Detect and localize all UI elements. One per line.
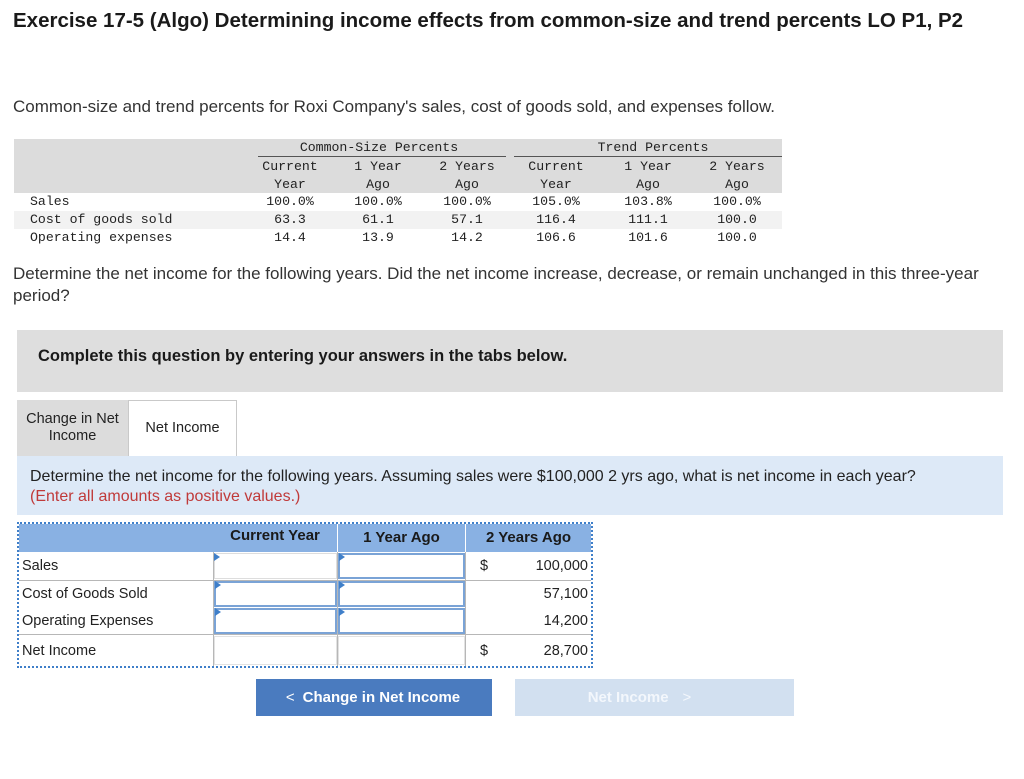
opex-1-year-ago-input[interactable]	[338, 608, 465, 634]
col-header: Ago	[366, 177, 390, 192]
table-cell: 100.0	[717, 230, 757, 245]
col-header: 1 Year	[624, 159, 672, 174]
percents-table	[14, 139, 782, 247]
opex-2-years-ago-value: 14,200	[543, 613, 588, 629]
group-common-size: Common-Size Percents	[299, 140, 459, 155]
table-cell: 100.0	[717, 212, 757, 227]
input-marker-icon	[339, 581, 345, 589]
table-cell: 100.0%	[443, 194, 491, 209]
input-marker-icon	[339, 553, 345, 561]
next-tab-label: Net Income	[587, 689, 669, 706]
grid-header-2-years-ago: 2 Years Ago	[466, 524, 591, 552]
sales-current-year-input[interactable]	[214, 553, 337, 579]
col-header: Year	[540, 177, 572, 192]
cogs-2-years-ago-value: 57,100	[543, 586, 588, 602]
instruction-text: Determine the net income for the following years. Assuming sales were $100,000 2 yrs ago, what is net income in each year?	[30, 468, 916, 485]
row-label-operating-expenses: Operating Expenses	[22, 613, 154, 629]
row-label-sales: Sales	[30, 194, 70, 209]
col-header: 2 Years	[709, 159, 765, 174]
row-label-cogs: Cost of goods sold	[30, 212, 173, 227]
question-text: Determine the net income for the following years. Did the net income increase, decrease, or remain unchanged in this three-year period?	[13, 264, 979, 305]
cogs-1-year-ago-input[interactable]	[338, 581, 465, 607]
input-marker-icon	[215, 608, 221, 616]
table-cell: 100.0%	[713, 194, 761, 209]
currency-symbol: $	[480, 643, 489, 659]
tab-label: Change in Net Income	[26, 411, 119, 444]
table-cell: 63.3	[274, 212, 306, 227]
exercise-title: Exercise 17-5 (Algo) Determining income effects from common-size and trend percents LO P1, P2	[13, 9, 964, 32]
tab-change-in-net-income[interactable]	[17, 400, 128, 456]
col-header: Year	[274, 177, 306, 192]
intro-text: Common-size and trend percents for Roxi Company's sales, cost of goods sold, and expenses follow.	[13, 97, 776, 116]
table-cell: 14.2	[451, 230, 483, 245]
prev-tab-button[interactable]	[256, 679, 492, 716]
table-cell: 111.1	[628, 212, 668, 227]
table-cell: 106.6	[536, 230, 576, 245]
table-cell: 105.0%	[532, 194, 580, 209]
answer-grid	[17, 522, 593, 668]
complete-banner-text: Complete this question by entering your answers in the tabs below.	[38, 347, 568, 365]
col-header: Current	[528, 159, 584, 174]
table-cell: 116.4	[536, 212, 576, 227]
currency-symbol: $	[480, 558, 489, 574]
net-income-current-year	[214, 636, 337, 665]
complete-banner	[17, 330, 1003, 392]
grid-header-current-year: Current Year	[213, 524, 337, 552]
table-cell: 100.0%	[266, 194, 314, 209]
table-cell: 100.0%	[354, 194, 402, 209]
input-marker-icon	[215, 581, 221, 589]
chevron-left-icon: <	[285, 689, 295, 706]
col-header: Ago	[636, 177, 660, 192]
table-cell: 61.1	[362, 212, 394, 227]
table-cell: 103.8%	[624, 194, 672, 209]
instruction-panel	[17, 456, 1003, 515]
table-cell: 57.1	[451, 212, 483, 227]
col-header: Ago	[725, 177, 749, 192]
net-income-2-years-ago-value: 28,700	[543, 643, 588, 659]
group-trend: Trend Percents	[597, 140, 709, 155]
chevron-right-icon: >	[682, 689, 692, 706]
row-label-net-income: Net Income	[22, 643, 97, 659]
table-cell: 101.6	[628, 230, 668, 245]
tab-net-income[interactable]	[128, 400, 237, 456]
tab-label: Net Income	[145, 420, 220, 436]
grid-header-1-year-ago: 1 Year Ago	[338, 524, 465, 552]
row-label-sales: Sales	[22, 558, 59, 574]
col-header: 2 Years	[439, 159, 495, 174]
sales-2-years-ago-value: 100,000	[535, 558, 588, 574]
sales-1-year-ago-input[interactable]	[338, 553, 465, 579]
cogs-current-year-input[interactable]	[214, 581, 337, 607]
col-header: Current	[262, 159, 318, 174]
row-label-operating-expenses: Operating expenses	[30, 230, 173, 245]
table-cell: 14.4	[274, 230, 306, 245]
table-cell: 13.9	[362, 230, 394, 245]
input-marker-icon	[214, 553, 220, 561]
next-tab-button[interactable]	[515, 679, 794, 716]
opex-current-year-input[interactable]	[214, 608, 337, 634]
col-header: Ago	[455, 177, 479, 192]
instruction-note: (Enter all amounts as positive values.)	[30, 488, 301, 505]
row-label-cost-of-goods-sold: Cost of Goods Sold	[22, 586, 148, 602]
input-marker-icon	[339, 608, 345, 616]
col-header: 1 Year	[354, 159, 402, 174]
net-income-1-year-ago	[338, 636, 465, 665]
prev-tab-label: Change in Net Income	[302, 689, 461, 706]
grid-header-blank	[19, 524, 213, 552]
